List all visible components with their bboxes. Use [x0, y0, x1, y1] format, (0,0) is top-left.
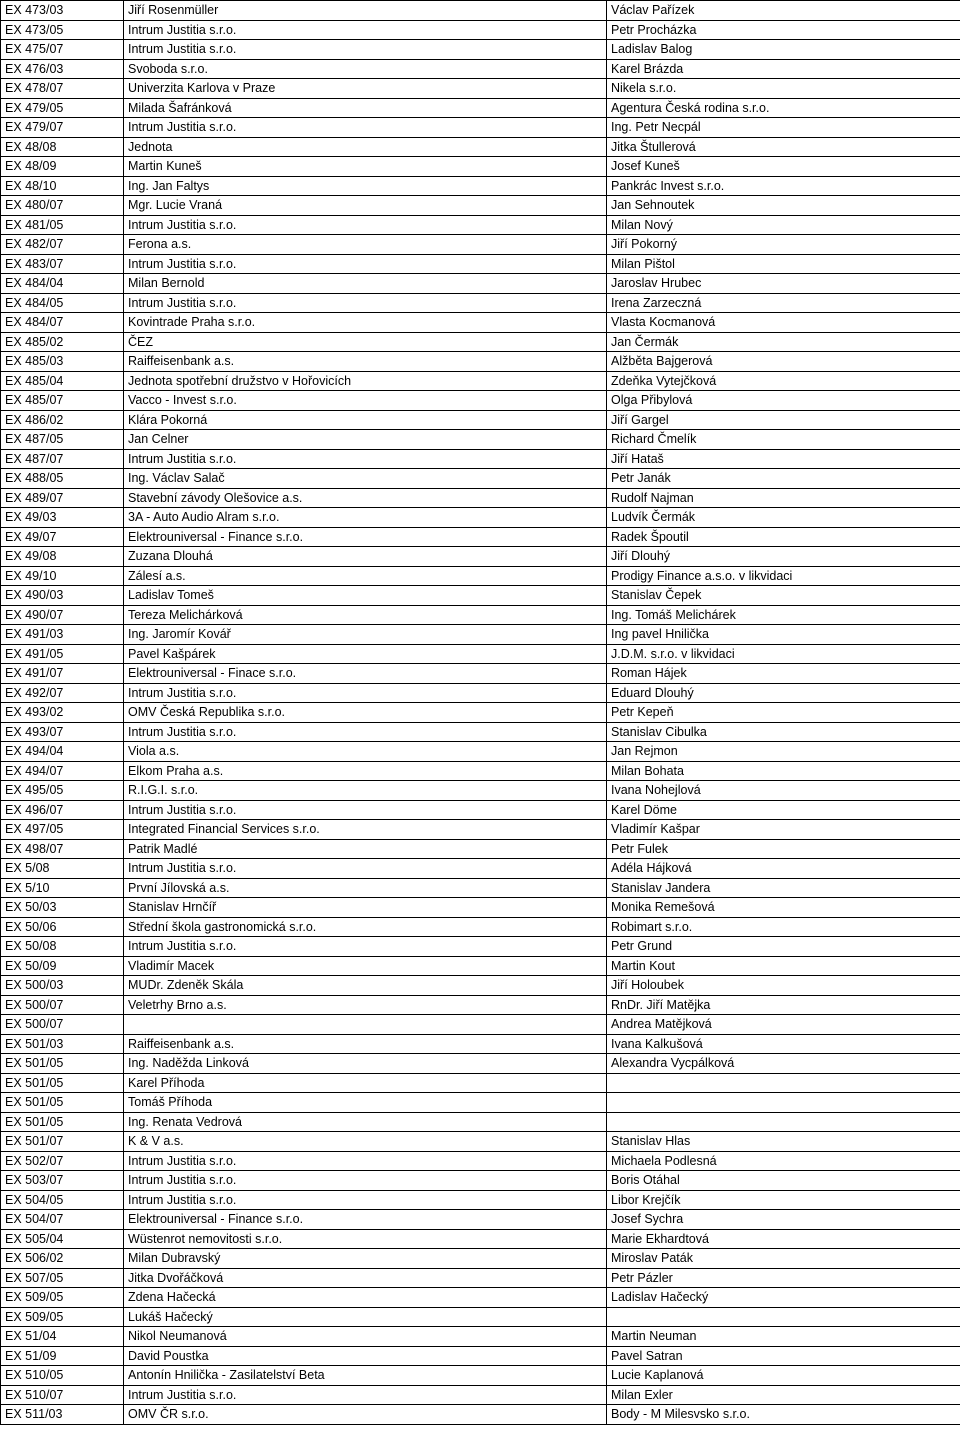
person-cell: Milan Bohata — [607, 761, 960, 781]
person-cell: Stanislav Jandera — [607, 878, 960, 898]
person-cell: Martin Kout — [607, 956, 960, 976]
case-number-cell: EX 486/02 — [1, 410, 124, 430]
case-number-cell: EX 497/05 — [1, 820, 124, 840]
party-cell: OMV Česká Republika s.r.o. — [124, 703, 607, 723]
case-number-cell: EX 492/07 — [1, 683, 124, 703]
case-number-cell: EX 51/09 — [1, 1346, 124, 1366]
person-cell: Jiří Pokorný — [607, 235, 960, 255]
table-row — [1, 859, 960, 879]
person-cell: Alexandra Vycpálková — [607, 1054, 960, 1074]
person-cell: Irena Zarzeczná — [607, 293, 960, 313]
party-cell: Intrum Justitia s.r.o. — [124, 40, 607, 60]
party-cell: Jednota — [124, 137, 607, 157]
table-row — [1, 995, 960, 1015]
table-row — [1, 391, 960, 411]
party-cell: Patrik Madlé — [124, 839, 607, 859]
case-number-cell: EX 485/03 — [1, 352, 124, 372]
party-cell: Jiří Rosenmüller — [124, 1, 607, 21]
person-cell: Adéla Hájková — [607, 859, 960, 879]
party-cell: Ladislav Tomeš — [124, 586, 607, 606]
case-number-cell: EX 501/05 — [1, 1093, 124, 1113]
table-row — [1, 1132, 960, 1152]
case-number-cell: EX 487/07 — [1, 449, 124, 469]
table-row — [1, 1405, 960, 1425]
person-cell: Jan Sehnoutek — [607, 196, 960, 216]
table-row — [1, 917, 960, 937]
party-cell: Milan Dubravský — [124, 1249, 607, 1269]
party-cell: Tereza Melichárková — [124, 605, 607, 625]
case-number-cell: EX 510/07 — [1, 1385, 124, 1405]
case-number-cell: EX 50/08 — [1, 937, 124, 957]
case-number-cell: EX 479/05 — [1, 98, 124, 118]
party-cell: Střední škola gastronomická s.r.o. — [124, 917, 607, 937]
party-cell: Mgr. Lucie Vraná — [124, 196, 607, 216]
case-number-cell: EX 484/05 — [1, 293, 124, 313]
case-number-cell: EX 504/05 — [1, 1190, 124, 1210]
person-cell: Ladislav Hačecký — [607, 1288, 960, 1308]
table-row — [1, 1073, 960, 1093]
case-number-cell: EX 485/07 — [1, 391, 124, 411]
party-cell: Elektrouniversal - Finance s.r.o. — [124, 1210, 607, 1230]
table-row — [1, 352, 960, 372]
person-cell: Jiří Hataš — [607, 449, 960, 469]
party-cell: Intrum Justitia s.r.o. — [124, 800, 607, 820]
table-row — [1, 235, 960, 255]
person-cell: Michaela Podlesná — [607, 1151, 960, 1171]
case-number-cell: EX 493/02 — [1, 703, 124, 723]
party-cell — [124, 1015, 607, 1035]
table-row — [1, 1327, 960, 1347]
person-cell: Roman Hájek — [607, 664, 960, 684]
party-cell: 3A - Auto Audio Alram s.r.o. — [124, 508, 607, 528]
table-row — [1, 469, 960, 489]
person-cell: Václav Pařízek — [607, 1, 960, 21]
case-number-cell: EX 501/05 — [1, 1054, 124, 1074]
case-number-cell: EX 505/04 — [1, 1229, 124, 1249]
party-cell: Zuzana Dlouhá — [124, 547, 607, 567]
case-number-cell: EX 476/03 — [1, 59, 124, 79]
table-row — [1, 527, 960, 547]
table-row — [1, 820, 960, 840]
person-cell: Libor Krejčík — [607, 1190, 960, 1210]
party-cell: Milada Šafránková — [124, 98, 607, 118]
party-cell: Intrum Justitia s.r.o. — [124, 1385, 607, 1405]
case-number-cell: EX 478/07 — [1, 79, 124, 99]
person-cell: Olga Přibylová — [607, 391, 960, 411]
party-cell: Vladimír Macek — [124, 956, 607, 976]
table-row — [1, 371, 960, 391]
party-cell: Elektrouniversal - Finance s.r.o. — [124, 527, 607, 547]
case-number-cell: EX 50/06 — [1, 917, 124, 937]
person-cell: Rudolf Najman — [607, 488, 960, 508]
table-row — [1, 703, 960, 723]
table-row — [1, 508, 960, 528]
table-row — [1, 644, 960, 664]
case-number-cell: EX 509/05 — [1, 1288, 124, 1308]
person-cell: Ivana Nohejlová — [607, 781, 960, 801]
party-cell: OMV ČR s.r.o. — [124, 1405, 607, 1425]
party-cell: Intrum Justitia s.r.o. — [124, 254, 607, 274]
person-cell: Monika Remešová — [607, 898, 960, 918]
case-number-cell: EX 48/09 — [1, 157, 124, 177]
table-row — [1, 1229, 960, 1249]
table-row — [1, 1288, 960, 1308]
table-row — [1, 59, 960, 79]
party-cell: Integrated Financial Services s.r.o. — [124, 820, 607, 840]
person-cell: Robimart s.r.o. — [607, 917, 960, 937]
party-cell: Karel Příhoda — [124, 1073, 607, 1093]
person-cell: Petr Fulek — [607, 839, 960, 859]
person-cell — [607, 1307, 960, 1327]
table-row — [1, 976, 960, 996]
table-row — [1, 898, 960, 918]
person-cell: Ing. Petr Necpál — [607, 118, 960, 138]
table-row — [1, 664, 960, 684]
case-number-cell: EX 501/03 — [1, 1034, 124, 1054]
person-cell: Karel Döme — [607, 800, 960, 820]
party-cell: Intrum Justitia s.r.o. — [124, 1190, 607, 1210]
case-number-cell: EX 487/05 — [1, 430, 124, 450]
table-row — [1, 176, 960, 196]
case-number-cell: EX 491/03 — [1, 625, 124, 645]
case-number-cell: EX 489/07 — [1, 488, 124, 508]
person-cell: Petr Grund — [607, 937, 960, 957]
person-cell: Stanislav Čepek — [607, 586, 960, 606]
party-cell: MUDr. Zdeněk Skála — [124, 976, 607, 996]
table-row — [1, 332, 960, 352]
person-cell: Radek Špoutil — [607, 527, 960, 547]
person-cell — [607, 1112, 960, 1132]
case-number-cell: EX 490/07 — [1, 605, 124, 625]
party-cell: Jitka Dvořáčková — [124, 1268, 607, 1288]
case-number-cell: EX 502/07 — [1, 1151, 124, 1171]
table-row — [1, 1268, 960, 1288]
table-row — [1, 1054, 960, 1074]
party-cell: K & V a.s. — [124, 1132, 607, 1152]
party-cell: David Poustka — [124, 1346, 607, 1366]
table-row — [1, 1151, 960, 1171]
table-row — [1, 1171, 960, 1191]
table-row — [1, 800, 960, 820]
person-cell: Miroslav Paták — [607, 1249, 960, 1269]
table-row — [1, 196, 960, 216]
case-number-cell: EX 496/07 — [1, 800, 124, 820]
table-row — [1, 40, 960, 60]
case-number-cell: EX 481/05 — [1, 215, 124, 235]
person-cell: Agentura Česká rodina s.r.o. — [607, 98, 960, 118]
person-cell: Ing. Tomáš Melichárek — [607, 605, 960, 625]
case-number-cell: EX 48/10 — [1, 176, 124, 196]
case-number-cell: EX 5/08 — [1, 859, 124, 879]
party-cell: Jan Celner — [124, 430, 607, 450]
case-number-cell: EX 495/05 — [1, 781, 124, 801]
party-cell: Klára Pokorná — [124, 410, 607, 430]
case-number-cell: EX 479/07 — [1, 118, 124, 138]
party-cell: Intrum Justitia s.r.o. — [124, 859, 607, 879]
person-cell: Josef Kuneš — [607, 157, 960, 177]
case-number-cell: EX 49/08 — [1, 547, 124, 567]
case-number-cell: EX 488/05 — [1, 469, 124, 489]
person-cell: Vladimír Kašpar — [607, 820, 960, 840]
party-cell: Ing. Jan Faltys — [124, 176, 607, 196]
table-row — [1, 137, 960, 157]
party-cell: Nikol Neumanová — [124, 1327, 607, 1347]
case-number-cell: EX 51/04 — [1, 1327, 124, 1347]
party-cell: Pavel Kašpárek — [124, 644, 607, 664]
person-cell: Lucie Kaplanová — [607, 1366, 960, 1386]
case-number-cell: EX 50/03 — [1, 898, 124, 918]
party-cell: Intrum Justitia s.r.o. — [124, 293, 607, 313]
case-number-cell: EX 473/03 — [1, 1, 124, 21]
table-row — [1, 878, 960, 898]
party-cell: Ing. Jaromír Kovář — [124, 625, 607, 645]
party-cell: První Jílovská a.s. — [124, 878, 607, 898]
person-cell: Marie Ekhardtová — [607, 1229, 960, 1249]
person-cell: Jitka Štullerová — [607, 137, 960, 157]
party-cell: Lukáš Hačecký — [124, 1307, 607, 1327]
table-row — [1, 1112, 960, 1132]
person-cell: Jan Rejmon — [607, 742, 960, 762]
table-row — [1, 1, 960, 21]
case-number-cell: EX 484/07 — [1, 313, 124, 333]
table-row — [1, 566, 960, 586]
person-cell: Ing pavel Hnilička — [607, 625, 960, 645]
person-cell: Milan Nový — [607, 215, 960, 235]
table-row — [1, 118, 960, 138]
table-row — [1, 274, 960, 294]
party-cell: Veletrhy Brno a.s. — [124, 995, 607, 1015]
table-row — [1, 215, 960, 235]
person-cell: Ladislav Balog — [607, 40, 960, 60]
party-cell: Intrum Justitia s.r.o. — [124, 937, 607, 957]
person-cell — [607, 1093, 960, 1113]
case-number-cell: EX 483/07 — [1, 254, 124, 274]
party-cell: Intrum Justitia s.r.o. — [124, 118, 607, 138]
person-cell: Zdeňka Vytejčková — [607, 371, 960, 391]
party-cell: Viola a.s. — [124, 742, 607, 762]
person-cell: Milan Exler — [607, 1385, 960, 1405]
table-row — [1, 605, 960, 625]
table-row — [1, 722, 960, 742]
table-row — [1, 20, 960, 40]
person-cell: J.D.M. s.r.o. v likvidaci — [607, 644, 960, 664]
table-row — [1, 586, 960, 606]
table-row — [1, 1034, 960, 1054]
case-number-cell: EX 490/03 — [1, 586, 124, 606]
party-cell: Intrum Justitia s.r.o. — [124, 722, 607, 742]
case-number-cell: EX 498/07 — [1, 839, 124, 859]
case-number-cell: EX 49/03 — [1, 508, 124, 528]
case-number-cell: EX 509/05 — [1, 1307, 124, 1327]
person-cell: Nikela s.r.o. — [607, 79, 960, 99]
person-cell: Ludvík Čermák — [607, 508, 960, 528]
person-cell: Martin Neuman — [607, 1327, 960, 1347]
party-cell: Tomáš Příhoda — [124, 1093, 607, 1113]
case-number-cell: EX 480/07 — [1, 196, 124, 216]
table-row — [1, 1385, 960, 1405]
party-cell: Martin Kuneš — [124, 157, 607, 177]
party-cell: Intrum Justitia s.r.o. — [124, 1171, 607, 1191]
party-cell: Ing. Naděžda Linková — [124, 1054, 607, 1074]
person-cell: Ivana Kalkušová — [607, 1034, 960, 1054]
table-row — [1, 1249, 960, 1269]
table-row — [1, 449, 960, 469]
person-cell: Andrea Matějková — [607, 1015, 960, 1035]
table-row — [1, 98, 960, 118]
table-row — [1, 761, 960, 781]
person-cell: Jaroslav Hrubec — [607, 274, 960, 294]
party-cell: Wüstenrot nemovitosti s.r.o. — [124, 1229, 607, 1249]
table-row — [1, 1366, 960, 1386]
person-cell: Petr Procházka — [607, 20, 960, 40]
case-number-cell: EX 494/04 — [1, 742, 124, 762]
person-cell: Karel Brázda — [607, 59, 960, 79]
case-number-cell: EX 49/07 — [1, 527, 124, 547]
table-row — [1, 1210, 960, 1230]
case-number-cell: EX 485/04 — [1, 371, 124, 391]
person-cell: Jan Čermák — [607, 332, 960, 352]
table-row — [1, 157, 960, 177]
party-cell: Elektrouniversal - Finace s.r.o. — [124, 664, 607, 684]
table-row — [1, 430, 960, 450]
party-cell: Kovintrade Praha s.r.o. — [124, 313, 607, 333]
case-number-cell: EX 493/07 — [1, 722, 124, 742]
case-number-cell: EX 50/09 — [1, 956, 124, 976]
person-cell: Josef Sychra — [607, 1210, 960, 1230]
table-row — [1, 956, 960, 976]
table-row — [1, 781, 960, 801]
person-cell: Vlasta Kocmanová — [607, 313, 960, 333]
case-number-cell: EX 491/07 — [1, 664, 124, 684]
table-row — [1, 625, 960, 645]
case-number-cell: EX 503/07 — [1, 1171, 124, 1191]
table-row — [1, 254, 960, 274]
table-row — [1, 488, 960, 508]
table-row — [1, 937, 960, 957]
case-number-cell: EX 501/05 — [1, 1112, 124, 1132]
table-row — [1, 410, 960, 430]
person-cell: Jiří Gargel — [607, 410, 960, 430]
table-row — [1, 742, 960, 762]
party-cell: Intrum Justitia s.r.o. — [124, 449, 607, 469]
person-cell: Pankrác Invest s.r.o. — [607, 176, 960, 196]
party-cell: ČEZ — [124, 332, 607, 352]
person-cell: Petr Janák — [607, 469, 960, 489]
person-cell: Richard Čmelík — [607, 430, 960, 450]
table-row — [1, 1346, 960, 1366]
person-cell: Body - M Milesvsko s.r.o. — [607, 1405, 960, 1425]
person-cell: Boris Otáhal — [607, 1171, 960, 1191]
party-cell: Stavební závody Olešovice a.s. — [124, 488, 607, 508]
case-number-cell: EX 475/07 — [1, 40, 124, 60]
table-row — [1, 839, 960, 859]
case-number-cell: EX 49/10 — [1, 566, 124, 586]
party-cell: Stanislav Hrnčíř — [124, 898, 607, 918]
party-cell: Raiffeisenbank a.s. — [124, 352, 607, 372]
party-cell: R.I.G.I. s.r.o. — [124, 781, 607, 801]
case-number-cell: EX 506/02 — [1, 1249, 124, 1269]
case-number-cell: EX 501/07 — [1, 1132, 124, 1152]
table-row — [1, 313, 960, 333]
person-cell: Prodigy Finance a.s.o. v likvidaci — [607, 566, 960, 586]
case-number-cell: EX 504/07 — [1, 1210, 124, 1230]
party-cell: Intrum Justitia s.r.o. — [124, 20, 607, 40]
party-cell: Zdena Hačecká — [124, 1288, 607, 1308]
party-cell: Raiffeisenbank a.s. — [124, 1034, 607, 1054]
case-number-cell: EX 494/07 — [1, 761, 124, 781]
case-number-cell: EX 507/05 — [1, 1268, 124, 1288]
person-cell: RnDr. Jiří Matějka — [607, 995, 960, 1015]
party-cell: Antonín Hnilička - Zasilatelství Beta — [124, 1366, 607, 1386]
case-number-cell: EX 485/02 — [1, 332, 124, 352]
party-cell: Vacco - Invest s.r.o. — [124, 391, 607, 411]
case-number-cell: EX 500/07 — [1, 995, 124, 1015]
case-number-cell: EX 510/05 — [1, 1366, 124, 1386]
case-number-cell: EX 501/05 — [1, 1073, 124, 1093]
table-row — [1, 1015, 960, 1035]
case-number-cell: EX 500/03 — [1, 976, 124, 996]
case-number-cell: EX 500/07 — [1, 1015, 124, 1035]
party-cell: Elkom Praha a.s. — [124, 761, 607, 781]
party-cell: Univerzita Karlova v Praze — [124, 79, 607, 99]
party-cell: Ing. Renata Vedrová — [124, 1112, 607, 1132]
person-cell: Pavel Satran — [607, 1346, 960, 1366]
party-cell: Ing. Václav Salač — [124, 469, 607, 489]
person-cell: Eduard Dlouhý — [607, 683, 960, 703]
party-cell: Intrum Justitia s.r.o. — [124, 1151, 607, 1171]
party-cell: Milan Bernold — [124, 274, 607, 294]
person-cell: Milan Pištol — [607, 254, 960, 274]
person-cell: Jiří Dlouhý — [607, 547, 960, 567]
case-number-cell: EX 473/05 — [1, 20, 124, 40]
person-cell: Stanislav Hlas — [607, 1132, 960, 1152]
party-cell: Intrum Justitia s.r.o. — [124, 683, 607, 703]
table-row — [1, 1093, 960, 1113]
party-cell: Zálesí a.s. — [124, 566, 607, 586]
case-number-cell: EX 491/05 — [1, 644, 124, 664]
person-cell: Petr Pázler — [607, 1268, 960, 1288]
register-body — [1, 1, 960, 1425]
party-cell: Intrum Justitia s.r.o. — [124, 215, 607, 235]
person-cell — [607, 1073, 960, 1093]
person-cell: Alžběta Bajgerová — [607, 352, 960, 372]
party-cell: Svoboda s.r.o. — [124, 59, 607, 79]
table-row — [1, 547, 960, 567]
case-number-cell: EX 484/04 — [1, 274, 124, 294]
case-number-cell: EX 511/03 — [1, 1405, 124, 1425]
case-number-cell: EX 48/08 — [1, 137, 124, 157]
table-row — [1, 683, 960, 703]
person-cell: Stanislav Cibulka — [607, 722, 960, 742]
person-cell: Petr Kepeň — [607, 703, 960, 723]
person-cell: Jiří Holoubek — [607, 976, 960, 996]
case-number-cell: EX 482/07 — [1, 235, 124, 255]
table-row — [1, 1190, 960, 1210]
table-row — [1, 1307, 960, 1327]
table-row — [1, 79, 960, 99]
table-row — [1, 293, 960, 313]
party-cell: Jednota spotřební družstvo v Hořovicích — [124, 371, 607, 391]
case-number-cell: EX 5/10 — [1, 878, 124, 898]
party-cell: Ferona a.s. — [124, 235, 607, 255]
